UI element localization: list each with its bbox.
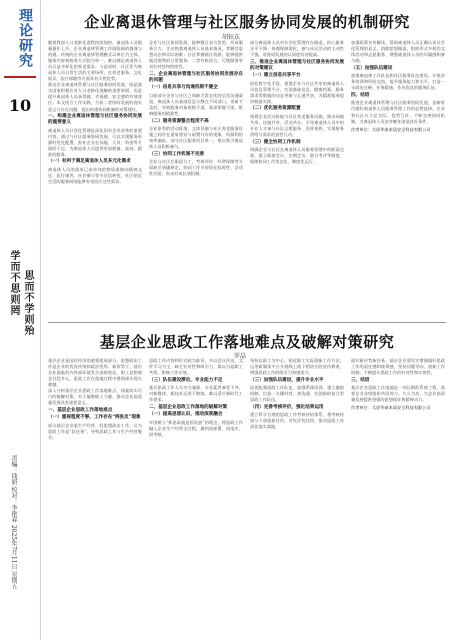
paragraph: 离退休人员社会化管理是深化国有企业改革的重要内容。通过与社区服务协同发展，可以实现服务资源的优化配置，弥补企业在场地、人员、资金等方面的不足，为离退休人员提供更加便捷、高效、精准的服务。 bbox=[48, 127, 142, 157]
paragraph: 明确企业与社区在离退休人员服务管理中的职责边界，建立联席会议、定期走访、联合考评等制度，保障协同工作常态化、制度化运行。 bbox=[250, 147, 344, 165]
author-affiliation: 作者单位：太原华泰本质安全科技有限公司 bbox=[351, 126, 431, 132]
section-heading: （一）建立信息共享平台 bbox=[250, 73, 301, 79]
slogan-line-b: 思而不学则殆 bbox=[22, 270, 33, 336]
paragraph: 面对新形势新任务，基层企业要切实增强做好思政工作的责任感和使命感，坚持问题导向，创新工作机制，不断提升思政工作的针对性和实效性。 bbox=[351, 358, 445, 376]
page-number: 10 bbox=[8, 96, 32, 115]
paragraph: 随着我国人口老龄化进程持续加快，离退休人员数量逐年上升，企业离退休管理工作面临新的挑战与机遇。传统的企业离退休管理模式以单位为主体，服务内容和服务方式较为单一，难以满足离退休人员日益多样化的养老需求。与此同时，社区作为离退休人员日常生活的主要场所，在养老服务、文化娱乐、医疗保健等方面具有天然优势。 bbox=[48, 40, 142, 82]
paragraph: 部分离退休人员对社会化管理存在顾虑，担心服务水平下降、待遇保障弱化，参与社区活动的主动性不强，对协同发展的认同度有待提高。 bbox=[250, 40, 344, 58]
paragraph: 牢固树立“抓思政就是抓发展”的理念，将思政工作融入企业生产经营全过程，做到同部署、同落实、同考核。 bbox=[149, 419, 243, 438]
paragraph: 推动企业离退休管理与社区服务协同发展，既是落实国家积极应对人口老龄化战略的重要举措，也是提升离退休人员获得感、幸福感、安全感的有效途径。本文结合工作实践，分析二者协同发展的现实意义与存在问题，提出构建协同机制的对策建议。 bbox=[48, 82, 142, 112]
section-heading: 四、结语 bbox=[351, 92, 370, 98]
section-sidebar bbox=[0, 0, 41, 640]
author-affiliation: 作者单位：太原华泰本质安全科技有限公司 bbox=[351, 405, 431, 411]
paragraph: 依托数字化手段，搭建企业与社区共享的离退休人员信息管理平台，实现基础信息、健康档案、服务需求等数据的动态更新与互通共享，为精准服务提供数据支撑。 bbox=[250, 80, 344, 104]
section-heading: 三、结语 bbox=[351, 377, 370, 383]
page-footer: 责编：钱妍 校对：李艳春 2025年7月11日 星期五 bbox=[10, 455, 17, 590]
section-heading: 一、构建企业离退休管理与社区服务协同发展的重要意义 bbox=[48, 114, 142, 126]
paragraph: 企业原有的活动阵地、文体设施与社区养老服务设施之间存在重复建设与闲置并存的现象，资源利用效率偏低。部分社区服务项目单一，难以吸引离退休人员积极参与。 bbox=[149, 126, 243, 150]
section-heading: （三）加强队伍建设，提升专业水平 bbox=[250, 377, 324, 383]
article-title-2: 基层企业思政工作落地难点及破解对策研究 bbox=[99, 333, 395, 351]
article-column bbox=[250, 358, 344, 636]
article-author-2: 罗晶 bbox=[234, 353, 247, 360]
paragraph: 深入分析基层企业思政工作落地难点，探索切实可行的破解对策，对于凝聚职工力量、推动企业高质量发展具有重要意义。 bbox=[48, 388, 142, 406]
paragraph: 企业与社区协同发展，能够整合双方优势，形成服务合力。企业熟悉离退休人员基本情况，掌握其思想动态和实际困难；社区掌握辖区资源，能够提供就近便利的日常服务。二者有机结合，可使服务更具针对性和持续性。 bbox=[149, 40, 243, 70]
article-divider bbox=[48, 322, 446, 323]
article-column bbox=[149, 40, 243, 320]
section-heading: 一、基层企业思政工作落地难点 bbox=[48, 407, 113, 413]
article-column bbox=[351, 358, 445, 636]
paragraph: 目前部分企业与社区之间缺乏常态化的信息沟通渠道，离退休人员基础信息分散在不同部门，更新不及时，导致服务对象底数不清、需求掌握不准，影响服务的精准性。 bbox=[149, 92, 243, 117]
article-author: 胡钰东 bbox=[222, 34, 241, 41]
section-heading: （一）有利于满足离退休人员多元化需求 bbox=[48, 159, 131, 165]
article-column bbox=[149, 358, 243, 636]
paragraph: 基层思政工作人员多为兼职，专业素养参差不齐，对新媒体、新技术运用不熟练，难以适应新时代工作要求。 bbox=[149, 385, 243, 403]
paragraph: 加强离退休工作队伍和社区服务队伍建设，开展业务培训和经验交流，提升服务能力和水平，打造一支政治过硬、业务精通、作风优良的服务队伍。 bbox=[351, 73, 445, 91]
section-heading: 三、推进企业离退休管理与社区服务协同发展的对策建议 bbox=[250, 59, 344, 71]
article-body bbox=[48, 40, 446, 320]
paragraph: 思政工作内容和形式较为陈旧，多以会议传达、文件学习为主，缺乏针对性和吸引力，难以引起职工共鸣，影响工作实效。 bbox=[149, 358, 243, 376]
article-column bbox=[48, 40, 142, 320]
paragraph: 基层企业是国民经济的重要组成部分，思想政治工作是企业的优良传统和政治优势。新形势下，基层企业面临的内外部环境发生深刻变化，职工思想观念日趋多元，思政工作在落地过程中遇到诸多现实难题。 bbox=[48, 358, 142, 388]
paragraph: 加强政策宣传解读，帮助离退休人员正确认识社会化管理的意义，消除思想顾虑。组织形式多样的文体活动和志愿服务，增强离退休人员的归属感和参与感。 bbox=[351, 40, 445, 64]
sidebar-divider bbox=[4, 76, 36, 78]
paragraph: 选优配强思政工作队伍，加强系统培训，建立激励机制，打造一支懂经营、善沟通、会创新的复合型思政工作队伍。 bbox=[250, 385, 344, 403]
paragraph: 坚持以职工为中心，贴近职工实际创新工作方法，运用新媒体平台开展线上线下相结合的宣传教育，增强思政工作的吸引力和感染力。 bbox=[250, 358, 344, 376]
section-heading: 二、基层企业思政工作落地的破解对策 bbox=[149, 404, 228, 410]
article-title: 企业离退休管理与社区服务协同发展的机制研究 bbox=[84, 13, 410, 31]
section-label: 理论研究 bbox=[17, 8, 33, 68]
section-heading: （一）信息共享与沟通机制不健全 bbox=[149, 85, 218, 91]
section-heading: 二、企业离退休管理与社区服务协同发展存在的问题 bbox=[149, 71, 243, 83]
slogan-line-a: 学而不思则罔 bbox=[8, 250, 19, 316]
section-heading: （三）协同工作机制不完善 bbox=[149, 151, 205, 157]
section-heading: （三）健全协同工作机制 bbox=[250, 139, 301, 145]
paragraph: 建立科学合理的思政工作考核评价体系，将考核结果与干部选拔任用、评先评优挂钩，推动思政工作责任落实落地。 bbox=[250, 412, 344, 430]
paragraph: 离退休人员的需求已由单纯的物质保障向精神文化、医疗康养、社会参与等多层次转变，社区贴近生活的服务网络能够有效回应这些需求。 bbox=[48, 166, 142, 185]
section-heading: （二）服务资源整合程度不高 bbox=[149, 118, 209, 124]
section-heading: （一）重视程度不够，工作存在“两张皮”现象 bbox=[48, 415, 141, 421]
section-heading: （三）队伍建设滞后，专业能力不足 bbox=[149, 377, 223, 383]
paragraph: 部分基层企业重生产经营、轻思想政治工作，认为思政工作是“软任务”，导致思政工作与生产经营脱节。 bbox=[48, 422, 142, 441]
paragraph: 基层企业思政工作落地是一项长期的系统工程，需要企业各级组织共同努力、久久为功，为企业高质量发展提供坚强的思想保证和精神动力。 bbox=[351, 385, 445, 403]
paragraph: 企业与社区在职责分工、考核评价、经费保障等方面缺乏明确规定，协同工作多停留在临时性、活动性层面，尚未形成长效机制。 bbox=[149, 159, 243, 177]
paragraph: 统筹企业活动阵地与社区养老服务设施，推动场地共用、设施共享、活动共办。引导离退休人员中的专业人才参与社区志愿服务，发挥余热，实现服务供给与需求的良性互动。 bbox=[250, 114, 344, 138]
article-column bbox=[351, 40, 445, 320]
article-column bbox=[48, 358, 142, 636]
paragraph: 推进企业离退休管理与社区服务协同发展，是新时代做好离退休人员服务管理工作的必然选择。企业和社区应立足实际、优势互补，不断完善协同机制，为离退休人员安享晚年创造良好条件。 bbox=[351, 100, 445, 124]
section-heading: （一）提高思想认识，推动深度融合 bbox=[149, 412, 223, 418]
section-heading: （二）优化服务资源配置 bbox=[250, 106, 301, 112]
section-heading: （四）完善考核评价，强化结果运用 bbox=[250, 404, 324, 410]
section-heading: （五）加强队伍建设 bbox=[351, 65, 393, 71]
slogan-calligraphy bbox=[3, 250, 37, 400]
article-body-2 bbox=[48, 358, 446, 636]
page-content bbox=[44, 0, 448, 640]
article-column bbox=[250, 40, 344, 320]
